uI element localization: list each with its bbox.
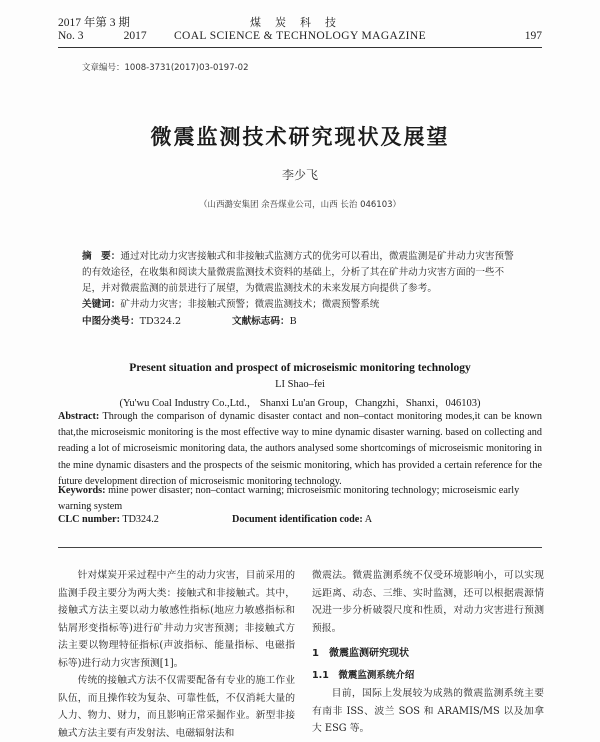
keywords-cn <box>82 297 520 313</box>
body-column-left <box>58 567 295 742</box>
body-paragraph: 微震法。微震监测系统不仅受环境影响小，可以实现远距离、动态、三维、实时监测，还可以根据震源情况进一步分析破裂尺度和性质，对动力灾害进行预测预报。 <box>312 570 544 634</box>
classification-cn-value: TD324.2 <box>139 316 182 327</box>
doc-code-cn-value: B <box>289 316 297 327</box>
section-heading-1-1: 1.1 微震监测系统介绍 <box>312 669 415 681</box>
article-number: 文章编号：1008-3731(2017)03-0197-02 <box>82 63 249 73</box>
body-column-right <box>312 567 544 738</box>
doc-code-en <box>232 514 372 525</box>
keywords-cn-text: 矿井动力灾害；非接触式预警；微震监测技术；微震预警系统 <box>120 299 380 310</box>
affiliation-cn: （山西潞安集团 余吾煤业公司，山西 长治 046103） <box>198 200 402 210</box>
abstract-en <box>58 409 542 490</box>
author-en: LI Shao–fei <box>275 379 325 390</box>
classification-cn-label: 中图分类号： <box>82 316 140 327</box>
abstract-en-text: Through the comparison of dynamic disaster contact and non–contact monitoring modes,it can be known that,the microseismic monitoring is the most effective way to mine dynamic disaster warning. based on collecting and reading a lot of microseismic monitoring data, the authors analysed some shortcomings of microseismic monitoring in the mine dynamic disasters and the prospects of the seismic monitoring, which has provided a certain reference for the future development direction of microseismic monitoring technology. <box>58 411 542 487</box>
classification-en <box>58 514 159 525</box>
title-cn: 微震监测技术研究现状及展望 <box>150 124 450 149</box>
author-cn: 李少飞 <box>281 168 318 182</box>
doc-code-en-value: A <box>362 514 373 525</box>
header-issue-en: No. 3 2017 <box>58 30 147 42</box>
classification-cn <box>82 313 181 327</box>
abstract-cn-label: 摘 要： <box>82 251 121 262</box>
section-rule <box>58 547 542 548</box>
abstract-cn-text: 通过对比动力灾害接触式和非接触式监测方式的优劣可以看出，微震监测是矿井动力灾害预警的有效途径，在收集和阅读大量微震监测技术资料的基础上，分析了其在矿井动力灾害方面的一些不足，并对微震监测的前景进行了展望，为微震监测技术的未来发展方向提供了参考。 <box>82 251 514 294</box>
header-rule <box>58 47 542 48</box>
keywords-en-label: Keywords: <box>58 485 106 496</box>
body-paragraph: 针对煤炭开采过程中产生的动力灾害，目前采用的监测手段主要分为两大类：接触式和非接触式。其中，接触式方法主要以动力敏感性指标(地应力敏感指标和钻屑形变指标等)进行矿井动力灾害预测；非接触式方法主要以物理特征指标(声波指标、能量指标、电磁指标等)进行动力灾害预测[1]。 <box>58 570 295 669</box>
title-en: Present situation and prospect of microseismic monitoring technology <box>129 362 471 374</box>
keywords-en <box>58 483 542 515</box>
header-journal-cn: 煤炭科技 <box>250 17 350 29</box>
classification-en-value: TD324.2 <box>119 514 159 525</box>
running-header-top <box>58 14 542 28</box>
keywords-cn-label: 关键词： <box>82 299 121 310</box>
abstract-en-label: Abstract: <box>58 411 100 422</box>
running-header-bottom <box>58 30 542 44</box>
abstract-cn <box>82 249 520 297</box>
header-page-number: 197 <box>524 30 542 42</box>
doc-code-en-label: Document identification code: <box>232 514 363 525</box>
keywords-en-text: mine power disaster; non–contact warning; microseismic monitoring technology; microseismic early warning system <box>58 485 520 512</box>
doc-code-cn <box>232 313 297 327</box>
header-year-issue: 2017 年第 3 期 <box>58 17 130 29</box>
body-paragraph: 目前，国际上发展较为成熟的微震监测系统主要有南非 ISS、波兰 SOS 和 ARAMIS/MS 以及加拿大 ESG 等。 <box>312 688 544 734</box>
section-heading-1: 1 微震监测研究现状 <box>312 648 409 659</box>
header-journal-en: COAL SCIENCE & TECHNOLOGY MAGAZINE <box>173 30 427 42</box>
classification-en-label: CLC number: <box>58 514 120 525</box>
doc-code-cn-label: 文献标志码： <box>232 316 290 327</box>
body-paragraph: 传统的接触式方法不仅需要配备有专业的施工作业队伍，而且操作较为复杂、可靠性低，不仅消耗大量的人力、物力、财力，而且影响正常采掘作业。新型非接触式方法主要有声发射法、电磁辐射法和 <box>58 675 295 739</box>
affiliation-en: (Yu'wu Coal Industry Co.,Ltd.， Shanxi Lu'an Group，Changzhi，Shanxi，046103) <box>119 398 481 409</box>
